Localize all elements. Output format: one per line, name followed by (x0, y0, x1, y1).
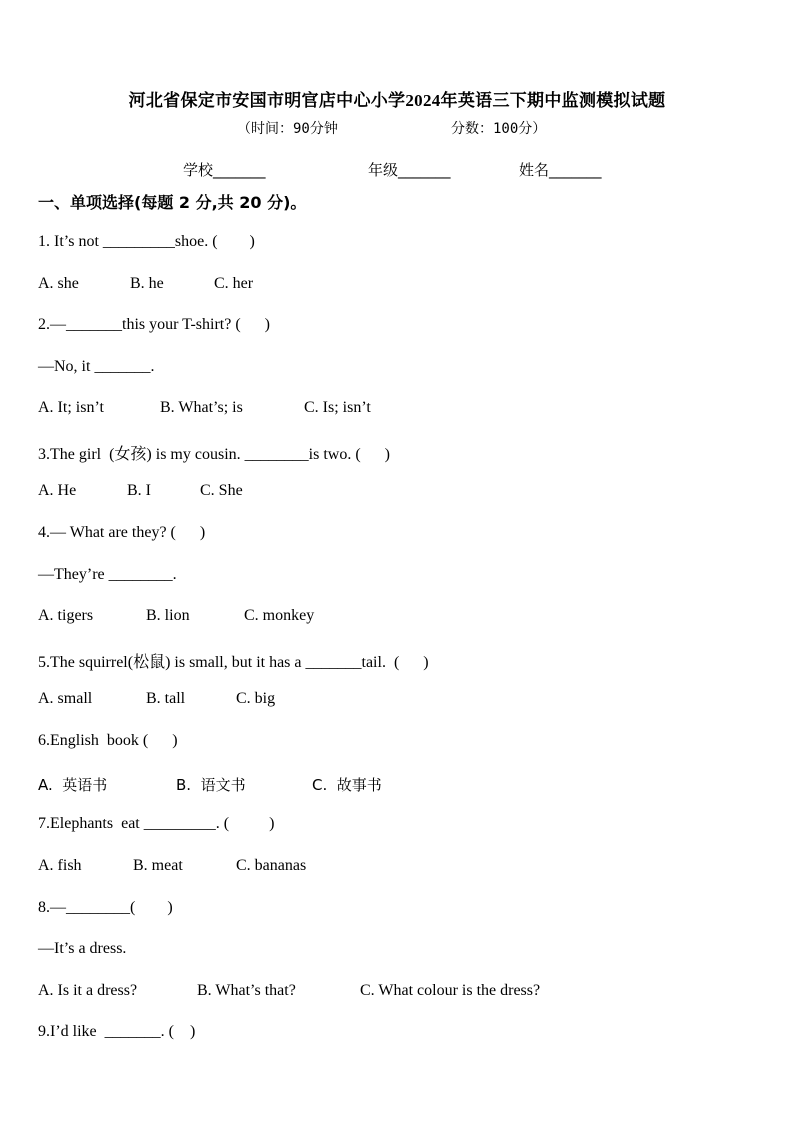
option-c: C. big (236, 690, 276, 707)
option-b: B. 语文书 (176, 776, 246, 794)
question-7: 7.Elephants eat _________. ( ) (38, 815, 275, 832)
question-2-answer-line: —No, it _______. (38, 358, 155, 375)
option-a: A. 英语书 (38, 776, 108, 794)
question-8: 8.—________( ) (38, 899, 173, 916)
question-5: 5.The squirrel(松鼠) is small, but it has a _______tail. ( ) (38, 654, 429, 671)
option-c: C. What colour is the dress? (360, 982, 541, 999)
option-b: B. tall (146, 690, 186, 707)
exam-score: 分数：100分） (451, 121, 547, 137)
option-a: A. fish (38, 857, 82, 874)
name-field: 姓名_______ (519, 161, 602, 179)
option-b: B. I (127, 482, 151, 499)
option-a: A. He (38, 482, 77, 499)
question-4-answer-line: —They’re ________. (38, 566, 177, 583)
option-a: A. tigers (38, 607, 94, 624)
option-a: A. It; isn’t (38, 399, 104, 416)
option-a: A. she (38, 275, 79, 292)
question-1: 1. It’s not _________shoe. ( ) (38, 233, 255, 250)
option-c: C. monkey (244, 607, 315, 624)
exam-time: （时间：90分钟 (237, 121, 338, 137)
question-9: 9.I’d like _______. ( ) (38, 1023, 196, 1040)
option-b: B. lion (146, 607, 190, 624)
option-c: C. bananas (236, 857, 307, 874)
option-c: C. Is; isn’t (304, 399, 371, 416)
question-2: 2.—_______this your T-shirt? ( ) (38, 316, 270, 333)
option-a: A. small (38, 690, 93, 707)
option-b: B. What’s that? (197, 982, 296, 999)
option-b: B. What’s; is (160, 399, 243, 416)
option-c: C. She (200, 482, 243, 499)
option-b: B. he (130, 275, 164, 292)
question-6: 6.English book ( ) (38, 732, 178, 749)
option-a: A. Is it a dress? (38, 982, 138, 999)
grade-field: 年级_______ (368, 161, 451, 179)
option-b: B. meat (133, 857, 183, 874)
exam-title: 河北省保定市安国市明官店中心小学2024年英语三下期中监测模拟试题 (128, 91, 666, 110)
question-3: 3.The girl (女孩) is my cousin. ________is two. ( ) (38, 446, 390, 463)
question-4: 4.— What are they? ( ) (38, 524, 206, 541)
option-c: C. 故事书 (312, 776, 382, 794)
section-title: 一、单项选择(每题 2 分,共 20 分)。 (38, 193, 307, 212)
question-8-answer-line: —It’s a dress. (38, 940, 127, 957)
option-c: C. her (214, 275, 254, 292)
school-field: 学校_______ (183, 161, 266, 179)
